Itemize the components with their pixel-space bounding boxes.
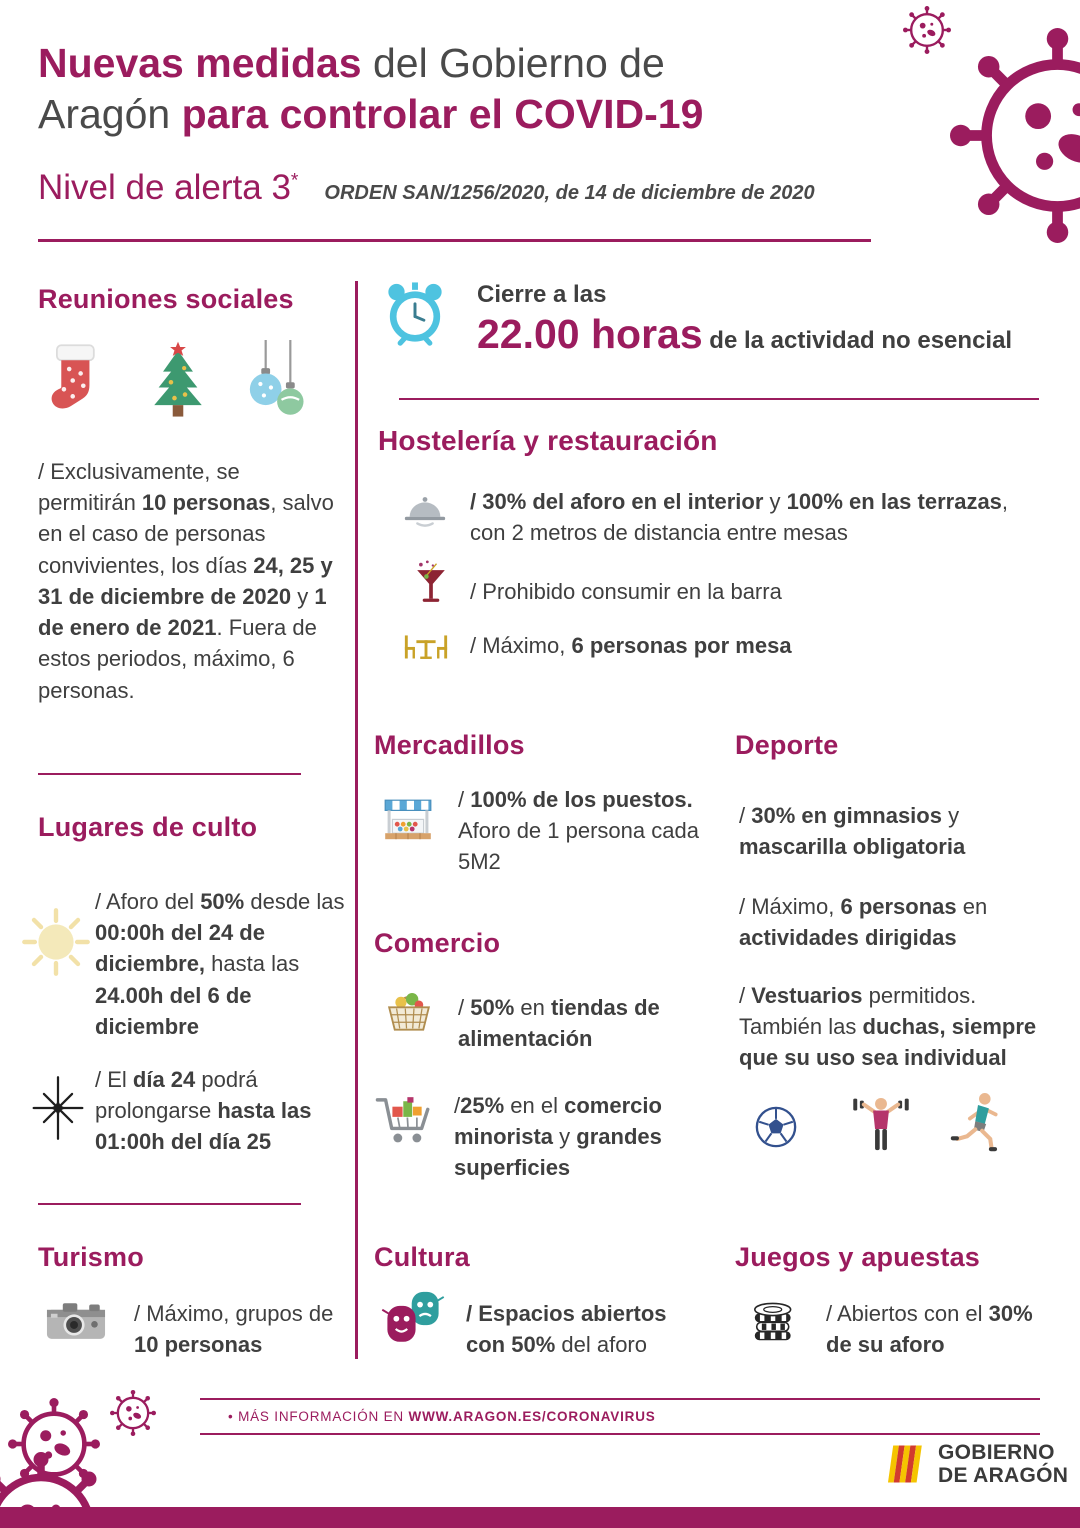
alert-row [38,168,815,208]
page-title-line2: Aragón para controlar el COVID-19 [38,91,704,138]
order-reference: ORDEN SAN/1256/2020, de 14 de diciembre de 2020 [324,182,815,204]
section-title-reuniones-sociales: Reuniones sociales [38,284,294,314]
poker-chips-icon [742,1288,806,1354]
deporte-item-gimnasios: / 30% en gimnasios y mascarilla obligatoria [739,803,966,860]
shopping-cart-icon [372,1082,440,1164]
divider [399,398,1039,400]
virus-icon [950,28,1080,243]
serving-dish-icon [397,487,453,535]
more-info-bar: • MÁS INFORMACIÓN EN WWW.ARAGON.ES/CORONAVIRUS [200,1398,1040,1435]
juegos-item-text: / Abiertos con el 30% de su aforo [826,1301,1033,1358]
hosteleria-item-barra: / Prohibido consumir en la barra [470,579,782,604]
runner-icon [944,1088,1012,1160]
section-title-turismo: Turismo [38,1242,144,1272]
christmas-stocking-icon [34,334,122,434]
curfew-suffix: de la actividad no esencial [702,327,1013,354]
hosteleria-item-mesa: / Máximo, 6 personas por mesa [470,633,792,658]
cultura-item-text: / Espacios abiertos con 50% del aforo [466,1301,667,1358]
hosteleria-item-aforo: / 30% del aforo en el interior y 100% en las terrazas, con 2 metros de distancia entre mesas [470,489,1009,546]
turismo-item-text: / Máximo, grupos de 10 personas [134,1301,334,1358]
section-title-hosteleria: Hostelería y restauración [378,425,718,456]
divider [38,1203,301,1205]
vertical-divider [355,281,358,1359]
alarm-clock-icon [378,278,452,352]
section-title-cultura: Cultura [374,1242,470,1272]
logo-line2: DE ARAGÓN [938,1464,1069,1487]
baubles-icon [234,334,322,434]
football-icon [747,1098,805,1156]
weights-person-icon [848,1090,914,1160]
sun-icon [12,898,100,986]
christmas-tree-icon [134,334,222,434]
aragon-flag-icon [884,1440,928,1488]
virus-icon [110,1390,156,1436]
market-stall-icon [378,790,438,856]
mercadillos-item-text: / 100% de los puestos. Aforo de 1 persona cada 5M2 [458,787,699,875]
table-chairs-icon [394,622,458,670]
logo-text [938,1441,1068,1487]
bottom-accent-bar [0,1507,1080,1528]
christmas-icons-row [34,334,322,434]
alert-level: Nivel de alerta 3* [38,168,299,207]
divider [38,773,301,775]
comercio-item-minorista: /25% en el comercio minorista y grandes superficies [454,1093,662,1181]
comercio-item-alimentacion: / 50% en tiendas de alimentación [458,995,660,1052]
header-divider [38,239,871,242]
page-title [38,38,703,141]
page-title-line1: Nuevas medidas del Gobierno de [38,40,665,86]
deporte-item-actividades: / Máximo, 6 personas en actividades dirigidas [739,894,988,951]
virus-icon [903,6,951,54]
cocktail-icon [408,546,454,620]
section-title-juegos: Juegos y apuestas [735,1242,981,1272]
logo-line1: GOBIERNO [938,1440,1055,1464]
curfew-block [477,281,1057,358]
culto-item-dia24: / El día 24 podrá prolongarse hasta las 01:00h del día 25 [95,1067,312,1155]
section-title-mercadillos: Mercadillos [374,730,525,760]
deporte-item-vestuarios: / Vestuarios permitidos. También las duchas, siempre que su uso sea individual [739,983,1037,1071]
curfew-intro: Cierre a las [477,281,607,308]
theater-masks-icon [376,1288,450,1352]
star-icon [26,1076,90,1140]
section-title-comercio: Comercio [374,928,501,958]
gobierno-de-aragon-logo [884,1440,1068,1488]
curfew-time: 22.00 horas [477,311,703,357]
section-title-lugares-de-culto: Lugares de culto [38,812,258,842]
reuniones-body-text: / Exclusivamente, se permitirán 10 personas, salvo en el caso de personas convivientes, los días 24, 25 y 31 de diciembre de 2020 y 1 de enero de 2021. Fuera de estos periodos, máximo, 6 personas. [38,459,334,703]
culto-item-aforo: / Aforo del 50% desde las 00:00h del 24 de diciembre, hasta las 24.00h del 6 de diciembre [95,889,345,1039]
grocery-basket-icon [378,984,440,1048]
section-title-deporte: Deporte [735,730,839,760]
camera-icon [32,1290,120,1356]
